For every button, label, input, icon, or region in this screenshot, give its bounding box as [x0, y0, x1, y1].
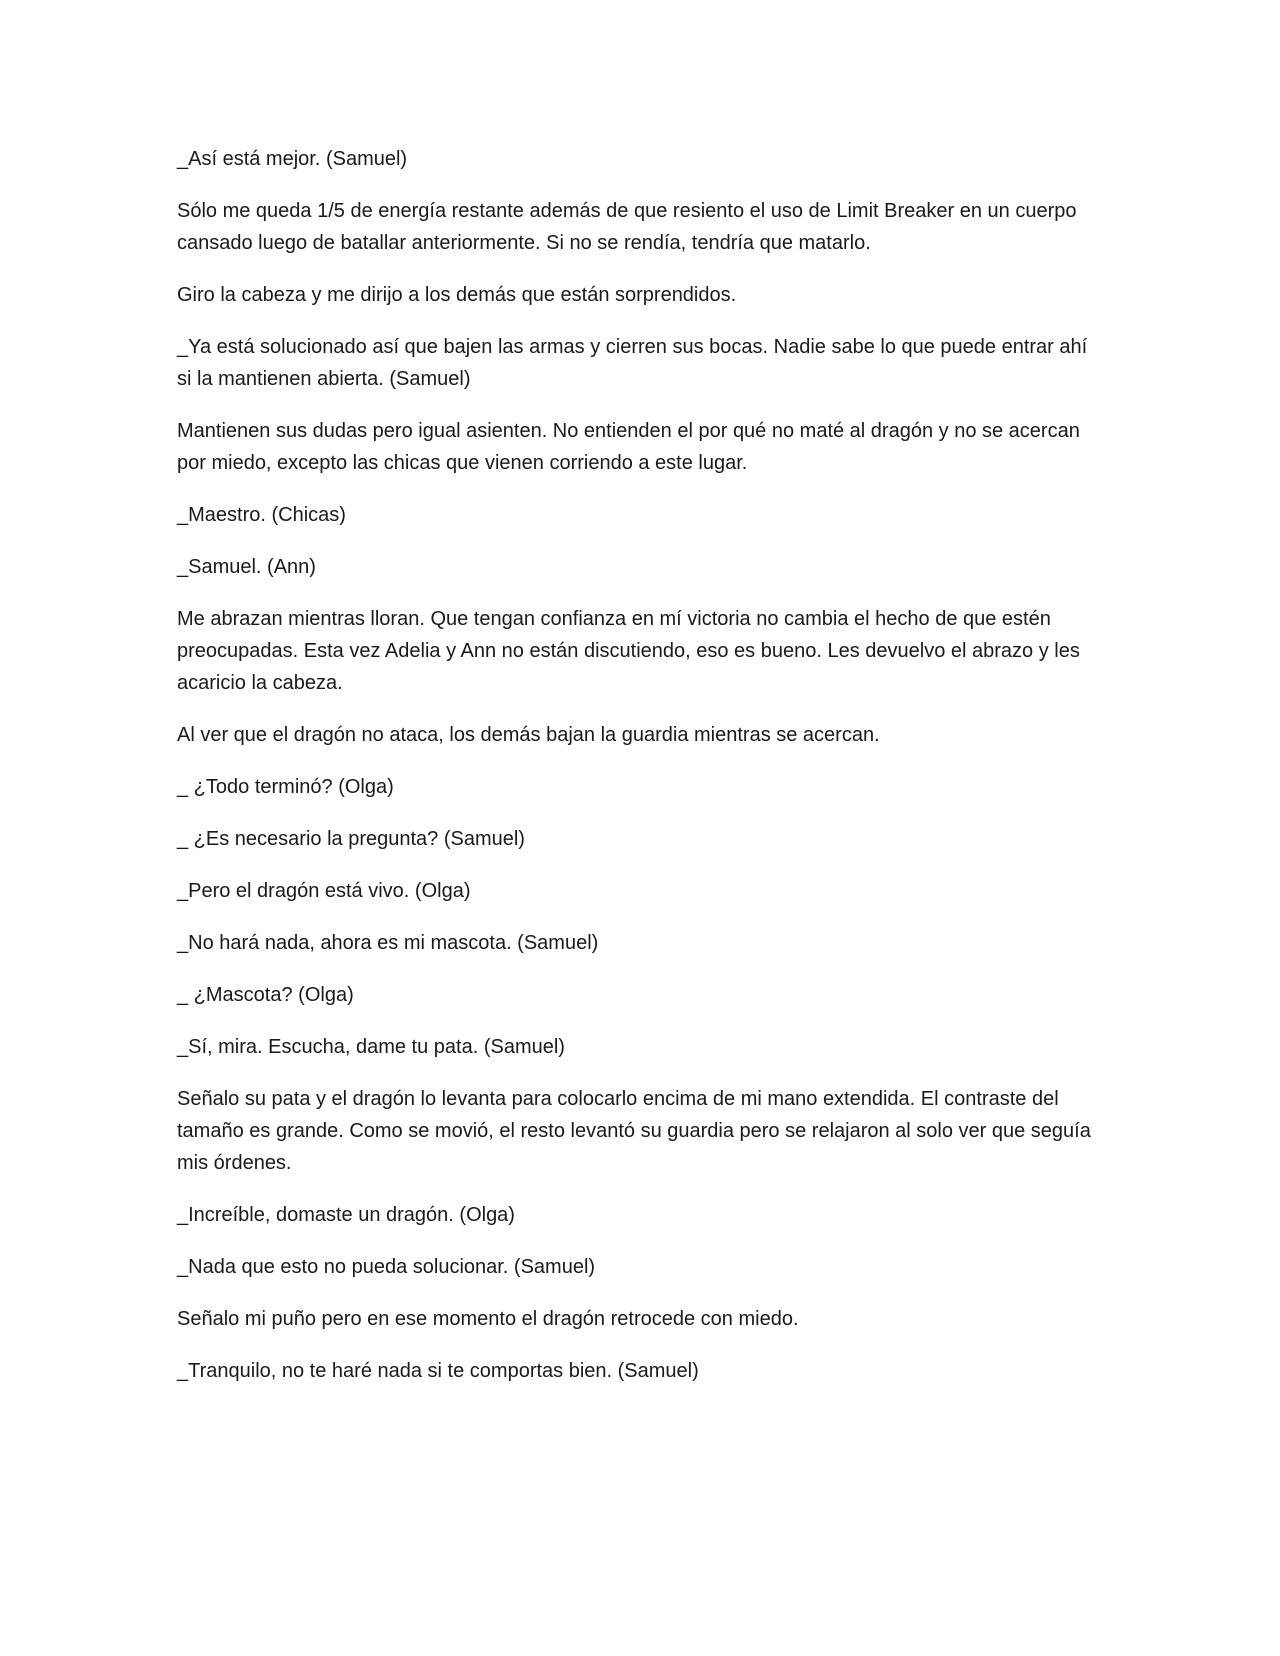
paragraph: Me abrazan mientras lloran. Que tengan confianza en mí victoria no cambia el hecho de que estén preocupadas. Esta vez Adelia y Ann no están discutiendo, eso es bueno. Les devuelvo el abrazo y les acaricio la cabeza. — [177, 608, 1080, 694]
paragraph: _Samuel. (Ann) — [177, 556, 316, 578]
paragraph: _Nada que esto no pueda solucionar. (Samuel) — [177, 1256, 596, 1278]
paragraph: _No hará nada, ahora es mi mascota. (Samuel) — [177, 932, 599, 954]
paragraph: Sólo me queda 1/5 de energía restante además de que resiento el uso de Limit Breaker en un cuerpo cansado luego de batallar anteriormente. Si no se rendía, tendría que matarlo. — [177, 200, 1077, 254]
paragraph: _Así está mejor. (Samuel) — [177, 148, 408, 170]
paragraph: Al ver que el dragón no ataca, los demás bajan la guardia mientras se acercan. — [177, 724, 880, 746]
paragraph: _Pero el dragón está vivo. (Olga) — [177, 880, 471, 902]
paragraph: Señalo su pata y el dragón lo levanta para colocarlo encima de mi mano extendida. El contraste del tamaño es grande. Como se movió, el resto levantó su guardia pero se relajaron al solo ver que seguía mis órdenes. — [177, 1088, 1091, 1174]
paragraph: _Ya está solucionado así que bajen las armas y cierren sus bocas. Nadie sabe lo que puede entrar ahí si la mantienen abierta. (Samuel) — [177, 336, 1088, 390]
paragraph: _ ¿Todo terminó? (Olga) — [177, 776, 394, 798]
paragraph: _Increíble, domaste un dragón. (Olga) — [177, 1204, 515, 1226]
paragraph: _ ¿Mascota? (Olga) — [177, 984, 354, 1006]
paragraph: _Tranquilo, no te haré nada si te comportas bien. (Samuel) — [177, 1360, 699, 1382]
paragraph: Giro la cabeza y me dirijo a los demás que están sorprendidos. — [177, 284, 737, 306]
paragraph: _Sí, mira. Escucha, dame tu pata. (Samuel) — [177, 1036, 565, 1058]
paragraph: _ ¿Es necesario la pregunta? (Samuel) — [177, 828, 525, 850]
paragraph: Señalo mi puño pero en ese momento el dragón retrocede con miedo. — [177, 1308, 799, 1330]
paragraph: Mantienen sus dudas pero igual asienten. No entienden el por qué no maté al dragón y no se acercan por miedo, excepto las chicas que vienen corriendo a este lugar. — [177, 420, 1080, 474]
paragraph: _Maestro. (Chicas) — [177, 504, 346, 526]
